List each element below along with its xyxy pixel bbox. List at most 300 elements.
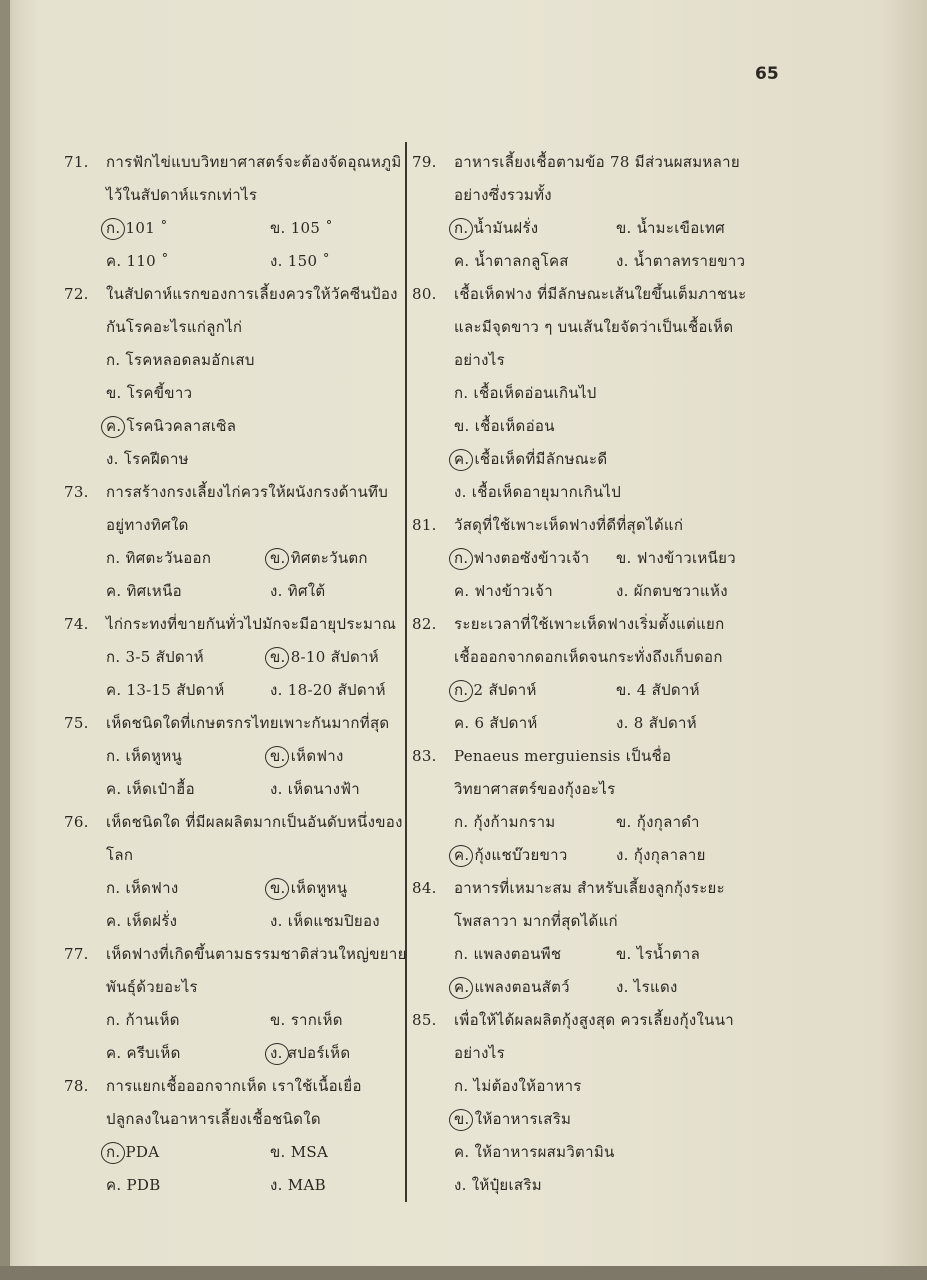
option-row (412, 674, 762, 707)
question-number: 79. (412, 153, 437, 171)
answer-option (454, 542, 590, 575)
choice-marker: ข. (616, 681, 632, 699)
answer-option (106, 1136, 159, 1169)
option-text: ไม่ต้องให้อาหาร (473, 1077, 582, 1095)
page-bottom-edge (0, 1266, 927, 1280)
choice-marker: ง. (616, 582, 629, 600)
question-text: อย่างซึ่งรวมทั้ง (454, 186, 552, 204)
option-text: 2 สัปดาห์ (473, 681, 537, 699)
choice-marker: ข. (616, 945, 632, 963)
option-text: เชื้อเห็ดที่มีลักษณะดี (474, 450, 608, 468)
question-number: 83. (412, 747, 437, 765)
option-text: 110 ˚ (126, 252, 169, 270)
option-text: ทิศใต้ (287, 582, 326, 600)
answer-option (616, 971, 678, 1004)
answer-option (106, 674, 225, 707)
choice-marker: ง. (454, 1176, 467, 1194)
circled-choice-marker: ค. (454, 971, 469, 1004)
question-line (412, 311, 762, 344)
question-text: ระยะเวลาที่ใช้เพาะเห็ดฟางเริ่มตั้งแต่แยก (454, 615, 725, 633)
question-text: อาหารเลี้ยงเชื้อตามข้อ 78 มีส่วนผสมหลาย (454, 153, 740, 171)
circled-choice-marker: ข. (270, 542, 286, 575)
answer-option (454, 575, 553, 608)
question-line (64, 608, 404, 641)
answer-option (454, 1103, 571, 1136)
question-79 (412, 146, 762, 278)
option-row (64, 245, 404, 278)
choice-marker: ค. (106, 252, 122, 270)
option-text: ให้อาหารผสมวิตามิน (474, 1143, 615, 1161)
question-text: เห็ดฟางที่เกิดขึ้นตามธรรมชาติส่วนใหญ่ขยาย (106, 945, 407, 963)
option-text: เห็ดหูหนู (290, 879, 348, 897)
question-text: การฟักไข่แบบวิทยาศาสตร์จะต้องจัดอุณหภูมิ (106, 153, 402, 171)
option-text: ทิศตะวันตก (290, 549, 368, 567)
question-text: อย่างไร (454, 1044, 505, 1062)
option-text: โรคฝีดาษ (123, 450, 189, 468)
question-line (412, 146, 762, 179)
option-text: เห็ดเป๋าฮื้อ (126, 780, 195, 798)
answer-option (106, 773, 195, 806)
answer-option (454, 1169, 542, 1202)
option-row (412, 575, 762, 608)
question-number: 84. (412, 879, 437, 897)
option-text: โรคหลอดลมอักเสบ (125, 351, 255, 369)
answer-option (106, 410, 236, 443)
option-text: PDA (125, 1143, 160, 1161)
option-row (412, 1070, 762, 1103)
option-text: ฟางข้าวเจ้า (474, 582, 553, 600)
answer-option (270, 905, 380, 938)
answer-option (616, 212, 725, 245)
circled-choice-marker: ข. (270, 641, 286, 674)
option-text: เชื้อเห็ดอายุมากเกินไป (471, 483, 622, 501)
question-71 (64, 146, 404, 278)
choice-marker: ข. (270, 1143, 286, 1161)
question-line (64, 179, 404, 212)
answer-option (616, 707, 697, 740)
question-line (64, 839, 404, 872)
option-row (64, 1169, 404, 1202)
circled-choice-marker: ข. (270, 872, 286, 905)
option-row (64, 344, 404, 377)
option-text: กุ้งก้ามกราม (473, 813, 556, 831)
question-text: เชื้อเห็ดฟาง ที่มีลักษณะเส้นใยขึ้นเต็มภาชนะ (454, 285, 747, 303)
answer-option (106, 641, 204, 674)
question-line (64, 311, 404, 344)
option-text: น้ำมันฝรั่ง (473, 219, 539, 237)
choice-marker: ก. (106, 747, 121, 765)
option-row (412, 938, 762, 971)
question-text: พันธุ์ด้วยอะไร (106, 978, 198, 996)
question-82 (412, 608, 762, 740)
question-line (64, 278, 404, 311)
choice-marker: ค. (106, 1044, 122, 1062)
answer-option (454, 443, 607, 476)
choice-marker: ข. (616, 813, 632, 831)
question-text: อาหารที่เหมาะสม สำหรับเลี้ยงลูกกุ้งระยะ (454, 879, 725, 897)
page-edge-left (0, 0, 10, 1280)
option-text: 13-15 สัปดาห์ (126, 681, 225, 699)
question-78 (64, 1070, 404, 1202)
question-line (64, 971, 404, 1004)
option-row (64, 773, 404, 806)
option-text: 8-10 สัปดาห์ (290, 648, 379, 666)
option-row (64, 443, 404, 476)
page-number: 65 (755, 64, 779, 84)
option-text: MAB (287, 1176, 326, 1194)
answer-option (106, 344, 255, 377)
option-row (64, 1136, 404, 1169)
circled-choice-marker: ข. (270, 740, 286, 773)
question-line (412, 344, 762, 377)
question-line (64, 938, 407, 971)
option-text: 101 ˚ (125, 219, 168, 237)
choice-marker: ค. (454, 714, 470, 732)
option-text: น้ำตาลกลูโคส (474, 252, 569, 270)
option-text: กุ้งแชบ๊วยขาว (474, 846, 568, 864)
question-number: 82. (412, 615, 437, 633)
option-row (412, 1136, 762, 1169)
answer-option (616, 575, 728, 608)
option-row (64, 740, 404, 773)
option-row (64, 1004, 404, 1037)
choice-marker: ง. (616, 714, 629, 732)
option-row (64, 641, 404, 674)
question-text: การแยกเชื้อออกจากเห็ด เราใช้เนื้อเยื่อ (106, 1077, 362, 1095)
option-text: เห็ดฟาง (125, 879, 179, 897)
option-row (412, 1103, 762, 1136)
choice-marker: ก. (106, 351, 121, 369)
option-text: เห็ดหูหนู (125, 747, 183, 765)
choice-marker: ค. (106, 582, 122, 600)
circled-choice-marker: ค. (106, 410, 121, 443)
question-line (412, 905, 762, 938)
question-text: ไว้ในสัปดาห์แรกเท่าไร (106, 186, 258, 204)
option-text: น้ำตาลทรายขาว (633, 252, 746, 270)
option-row (412, 707, 762, 740)
option-text: ทิศเหนือ (126, 582, 182, 600)
answer-option (270, 773, 360, 806)
choice-marker: ง. (270, 681, 283, 699)
answer-option (454, 674, 537, 707)
question-number: 75. (64, 714, 89, 732)
option-text: ก้านเห็ด (125, 1011, 180, 1029)
question-line (412, 740, 762, 773)
choice-marker: ง. (270, 912, 283, 930)
choice-marker: ง. (616, 978, 629, 996)
option-text: 105 ˚ (290, 219, 334, 237)
choice-marker: ก. (454, 813, 469, 831)
option-row (64, 410, 404, 443)
question-line (64, 476, 404, 509)
option-row (64, 674, 404, 707)
right-column (412, 146, 762, 1202)
answer-option (454, 1136, 615, 1169)
answer-option (454, 806, 555, 839)
choice-marker: ง. (616, 846, 629, 864)
option-text: 3-5 สัปดาห์ (125, 648, 204, 666)
choice-marker: ง. (270, 1176, 283, 1194)
question-number: 77. (64, 945, 89, 963)
option-text: ให้อาหารเสริม (474, 1110, 572, 1128)
option-text: 150 ˚ (287, 252, 331, 270)
answer-option (454, 476, 621, 509)
option-row (64, 905, 404, 938)
option-text: โรคขี้ขาว (126, 384, 193, 402)
circled-choice-marker: ก. (454, 212, 468, 245)
option-row (412, 476, 762, 509)
left-column (64, 146, 407, 1202)
answer-option (454, 245, 569, 278)
choice-marker: ข. (454, 417, 470, 435)
question-text: เชื้อออกจากดอกเห็ดจนกระทั่งถึงเก็บดอก (454, 648, 723, 666)
option-text: เชื้อเห็ดอ่อน (474, 417, 555, 435)
answer-option (616, 542, 736, 575)
choice-marker: ค. (106, 912, 122, 930)
answer-option (270, 674, 386, 707)
option-text: เห็ดฝรั่ง (126, 912, 178, 930)
choice-marker: ก. (106, 549, 121, 567)
question-line (412, 1004, 762, 1037)
option-text: ฟางตอซังข้าวเจ้า (473, 549, 590, 567)
question-72 (64, 278, 404, 476)
question-81 (412, 509, 762, 608)
option-row (64, 872, 404, 905)
question-text: ปลูกลงในอาหารเลี้ยงเชื้อชนิดใด (106, 1110, 321, 1128)
option-text: 6 สัปดาห์ (474, 714, 538, 732)
answer-option (454, 212, 538, 245)
question-text: เพื่อให้ได้ผลผลิตกุ้งสูงสุด ควรเลี้ยงกุ้งในนา (454, 1011, 734, 1029)
option-row (412, 839, 762, 872)
answer-option (106, 377, 192, 410)
choice-marker: ง. (454, 483, 467, 501)
choice-marker: ก. (454, 1077, 469, 1095)
option-row (412, 443, 762, 476)
column-divider (405, 142, 407, 1202)
option-text: ครีบเห็ด (126, 1044, 181, 1062)
question-text: เห็ดชนิดใดที่เกษตรกรไทยเพาะกันมากที่สุด (106, 714, 390, 732)
circled-choice-marker: ง. (270, 1037, 283, 1070)
option-text: เห็ดแชมปิยอง (287, 912, 380, 930)
question-line (412, 872, 762, 905)
answer-option (270, 575, 325, 608)
option-text: ไรน้ำตาล (636, 945, 701, 963)
choice-marker: ง. (616, 252, 629, 270)
option-text: เชื้อเห็ดอ่อนเกินไป (473, 384, 597, 402)
answer-option (106, 212, 168, 245)
option-text: น้ำมะเขือเทศ (636, 219, 725, 237)
question-76 (64, 806, 404, 938)
question-number: 78. (64, 1077, 89, 1095)
answer-option (270, 1169, 326, 1202)
answer-option (270, 740, 344, 773)
answer-option (616, 938, 700, 971)
question-text: และมีจุดขาว ๆ บนเส้นใยจัดว่าเป็นเชื้อเห็ด (454, 318, 734, 336)
question-text: Penaeus merguiensis เป็นชื่อ (454, 747, 672, 765)
answer-option (616, 839, 706, 872)
answer-option (454, 707, 538, 740)
option-row (412, 806, 762, 839)
choice-marker: ค. (106, 681, 122, 699)
option-row (412, 410, 762, 443)
circled-choice-marker: ก. (106, 212, 120, 245)
option-text: ให้ปุ๋ยเสริม (471, 1176, 542, 1194)
answer-option (616, 806, 700, 839)
choice-marker: ง. (270, 780, 283, 798)
option-text: PDB (126, 1176, 161, 1194)
choice-marker: ค. (454, 1143, 470, 1161)
choice-marker: ค. (106, 1176, 122, 1194)
choice-marker: ก. (106, 879, 121, 897)
option-text: กุ้งกุลาลาย (633, 846, 706, 864)
answer-option (270, 542, 368, 575)
choice-marker: ก. (106, 648, 121, 666)
choice-marker: ง. (270, 252, 283, 270)
question-number: 74. (64, 615, 89, 633)
answer-option (106, 1037, 181, 1070)
circled-choice-marker: ค. (454, 839, 469, 872)
answer-option (106, 542, 211, 575)
answer-option (270, 1136, 328, 1169)
question-line (412, 641, 762, 674)
circled-choice-marker: ก. (106, 1136, 120, 1169)
question-line (64, 1070, 404, 1103)
option-text: 18-20 สัปดาห์ (287, 681, 386, 699)
choice-marker: ค. (454, 582, 470, 600)
option-text: รากเห็ด (290, 1011, 343, 1029)
option-text: 4 สัปดาห์ (636, 681, 700, 699)
answer-option (616, 674, 700, 707)
choice-marker: ค. (454, 252, 470, 270)
choice-marker: ก. (106, 1011, 121, 1029)
circled-choice-marker: ค. (454, 443, 469, 476)
option-row (64, 1037, 404, 1070)
answer-option (270, 641, 379, 674)
question-73 (64, 476, 404, 608)
answer-option (454, 410, 555, 443)
option-text: โรคนิวคลาสเซิล (126, 417, 237, 435)
question-text: วิทยาศาสตร์ของกุ้งอะไร (454, 780, 616, 798)
question-line (64, 509, 404, 542)
circled-choice-marker: ก. (454, 674, 468, 707)
option-row (64, 377, 404, 410)
question-line (412, 179, 762, 212)
option-row (412, 971, 762, 1004)
answer-option (270, 212, 333, 245)
question-line (64, 707, 404, 740)
option-row (64, 212, 404, 245)
answer-option (454, 971, 570, 1004)
question-line (412, 608, 762, 641)
choice-marker: ข. (270, 219, 286, 237)
option-text: เห็ดนางฟ้า (287, 780, 360, 798)
answer-option (270, 1037, 350, 1070)
question-line (412, 1037, 762, 1070)
circled-choice-marker: ข. (454, 1103, 470, 1136)
answer-option (454, 1070, 582, 1103)
question-number: 85. (412, 1011, 437, 1029)
choice-marker: ข. (270, 1011, 286, 1029)
option-row (412, 377, 762, 410)
option-text: สปอร์เห็ด (287, 1044, 351, 1062)
question-line (412, 773, 762, 806)
question-75 (64, 707, 404, 806)
question-line (64, 1103, 404, 1136)
answer-option (106, 1169, 161, 1202)
answer-option (106, 905, 177, 938)
answer-option (454, 938, 561, 971)
choice-marker: ง. (106, 450, 119, 468)
question-line (64, 146, 404, 179)
question-83 (412, 740, 762, 872)
question-number: 81. (412, 516, 437, 534)
question-line (412, 278, 762, 311)
answer-option (270, 1004, 343, 1037)
option-text: ผักตบชวาแห้ง (633, 582, 728, 600)
option-text: แพลงตอนสัตว์ (474, 978, 570, 996)
option-text: ทิศตะวันออก (125, 549, 212, 567)
question-text: เห็ดชนิดใด ที่มีผลผลิตมากเป็นอันดับหนึ่งของ (106, 813, 403, 831)
question-number: 71. (64, 153, 89, 171)
option-row (412, 542, 762, 575)
question-85 (412, 1004, 762, 1202)
question-77 (64, 938, 407, 1070)
question-number: 72. (64, 285, 89, 303)
answer-option (616, 245, 745, 278)
circled-choice-marker: ก. (454, 542, 468, 575)
answer-option (454, 839, 568, 872)
question-text: วัสดุที่ใช้เพาะเห็ดฟางที่ดีที่สุดได้แก่ (454, 516, 684, 534)
answer-option (270, 872, 347, 905)
option-text: 8 สัปดาห์ (633, 714, 697, 732)
question-number: 73. (64, 483, 89, 501)
question-text: ไก่กระทงที่ขายกันทั่วไปมักจะมีอายุประมาณ (106, 615, 397, 633)
option-text: กุ้งกุลาดำ (636, 813, 700, 831)
option-row (412, 1169, 762, 1202)
option-text: เห็ดฟาง (290, 747, 344, 765)
answer-option (106, 1004, 180, 1037)
choice-marker: ข. (616, 219, 632, 237)
answer-option (106, 575, 182, 608)
answer-option (106, 740, 182, 773)
choice-marker: ง. (270, 582, 283, 600)
question-line (412, 509, 762, 542)
question-text: อยู่ทางทิศใด (106, 516, 189, 534)
question-text: อย่างไร (454, 351, 505, 369)
question-line (64, 806, 404, 839)
answer-option (270, 245, 330, 278)
question-number: 76. (64, 813, 89, 831)
option-text: ไรแดง (633, 978, 678, 996)
option-text: MSA (290, 1143, 329, 1161)
choice-marker: ก. (454, 384, 469, 402)
option-text: แพลงตอนพืช (473, 945, 562, 963)
question-84 (412, 872, 762, 1004)
option-row (412, 245, 762, 278)
option-row (412, 212, 762, 245)
answer-option (106, 245, 169, 278)
option-row (64, 575, 404, 608)
question-text: การสร้างกรงเลี้ยงไก่ควรให้ผนังกรงด้านทึบ (106, 483, 389, 501)
option-text: ฟางข้าวเหนียว (636, 549, 736, 567)
answer-option (106, 872, 178, 905)
choice-marker: ก. (454, 945, 469, 963)
choice-marker: ข. (106, 384, 122, 402)
choice-marker: ข. (616, 549, 632, 567)
question-text: โลก (106, 846, 134, 864)
answer-option (454, 377, 597, 410)
question-74 (64, 608, 404, 707)
